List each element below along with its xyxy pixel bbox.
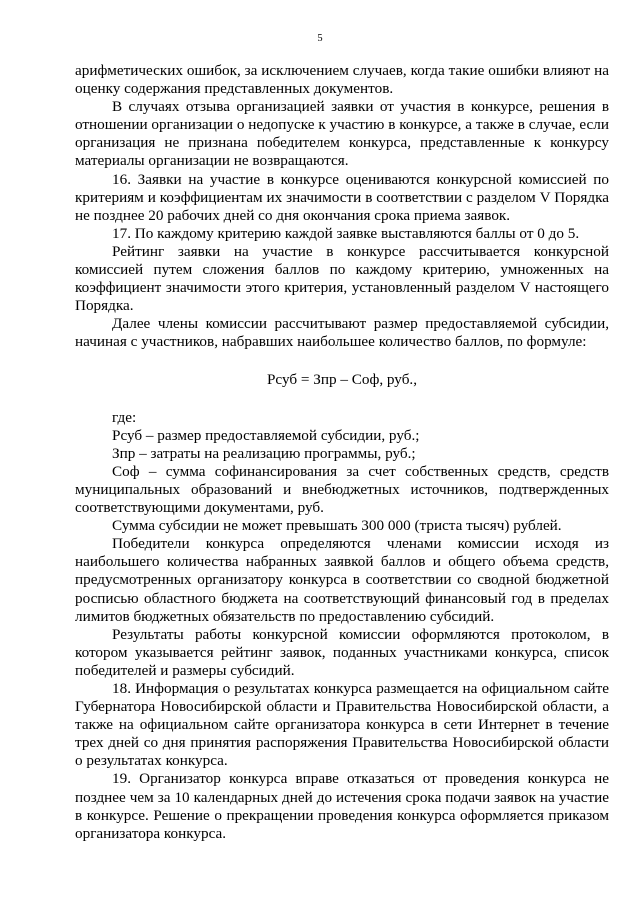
paragraph-winners: Победители конкурса определяются членами комиссии исходя из наибольшего количества набранных заявкой баллов и общего объема средств, предусмотренных организатору конкурса в соответствии со сводной бюджетной росписью областного бюджета на соответствующий финансовый год в пределах лимитов бюджетных обязательств по предоставлению субсидий. bbox=[75, 535, 609, 625]
paragraph-item-17: 17. По каждому критерию каждой заявке выставляются баллы от 0 до 5. bbox=[112, 224, 580, 242]
formula-def-rsub: Рсуб – размер предоставляемой субсидии, руб.; bbox=[112, 426, 420, 444]
paragraph-rating: Рейтинг заявки на участие в конкурсе рассчитывается конкурсной комиссией путем сложения баллов по каждому критерию, умноженных на коэффициент значимости этого критерия, установленный разделом V настоящего Порядка. bbox=[75, 242, 609, 315]
paragraph-protocol: Результаты работы конкурсной комиссии оформляются протоколом, в котором указывается рейтинг заявок, поданных участниками конкурса, список победителей и размеры субсидий. bbox=[75, 625, 609, 679]
paragraph-item-18: 18. Информация о результатах конкурса размещается на официальном сайте Губернатора Новосибирской области и Правительства Новосибирской области, а также на официальном сайте организатора конкурса в сети Интернет в течение трех дней со дня принятия распоряжения Правительства Новосибирской области о результатах конкурса. bbox=[75, 680, 609, 770]
subsidy-formula: Рсуб = Зпр – Соф, руб., bbox=[266, 370, 418, 388]
formula-def-zpr: Зпр – затраты на реализацию программы, руб.; bbox=[112, 444, 416, 462]
paragraph-item-19: 19. Организатор конкурса вправе отказаться от проведения конкурса не позднее чем за 10 календарных дней до истечения срока подачи заявок на участие в конкурсе. Решение о прекращении проведения конкурса оформляется приказом организатора конкурса. bbox=[75, 770, 609, 842]
paragraph-withdrawal: В случаях отзыва организацией заявки от участия в конкурсе, решения в отношении организации о недопуске к участию в конкурсе, а также в случае, если организация не признана победителем конкурса, представленные к конкурсу материалы организации не возвращаются. bbox=[75, 98, 609, 170]
paragraph-subsidy-limit: Сумма субсидии не может превышать 300 000 (триста тысяч) рублей. bbox=[112, 517, 562, 535]
paragraph-continuation: арифметических ошибок, за исключением случаев, когда такие ошибки влияют на оценку содержания представленных документов. bbox=[75, 62, 609, 98]
formula-where-label: где: bbox=[112, 408, 137, 426]
document-body bbox=[75, 62, 609, 843]
paragraph-subsidy-calculation: Далее члены комиссии рассчитывают размер предоставляемой субсидии, начиная с участников, набравших наибольшее количество баллов, по формуле: bbox=[75, 315, 609, 351]
formula-def-sof: Соф – сумма софинансирования за счет собственных средств, средств муниципальных образований и внебюджетных источников, подтвержденных соответствующими документами, руб. bbox=[75, 462, 609, 517]
paragraph-item-16: 16. Заявки на участие в конкурсе оцениваются конкурсной комиссией по критериям и коэффициентам их значимости в соответствии с разделом V Порядка не позднее 20 рабочих дней со дня окончания срока приема заявок. bbox=[75, 170, 609, 224]
page-number: 5 bbox=[317, 33, 323, 44]
